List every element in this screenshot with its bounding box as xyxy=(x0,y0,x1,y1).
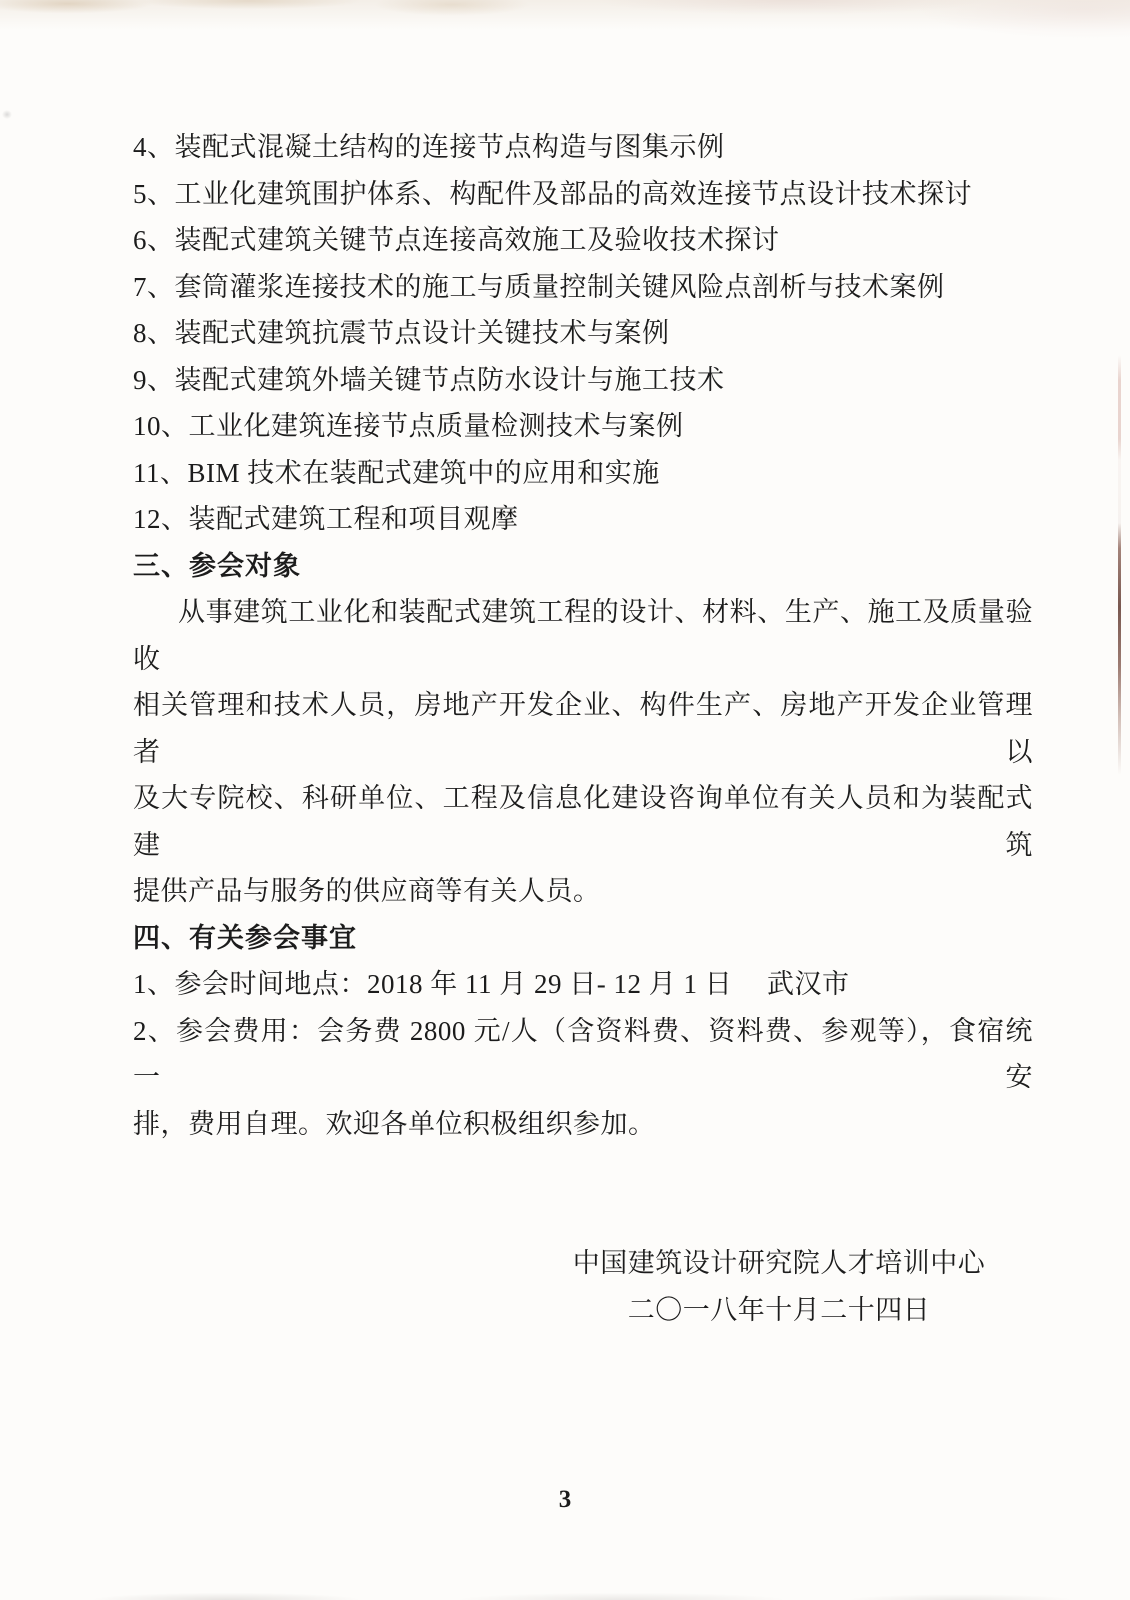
agenda-item-5: 5、工业化建筑围护体系、构配件及部品的高效连接节点设计技术探讨 xyxy=(133,178,972,209)
scan-artifact-left-dot xyxy=(2,110,12,119)
agenda-item-11: 11、BIM 技术在装配式建筑中的应用和实施 xyxy=(133,457,660,488)
agenda-item-6: 6、装配式建筑关键节点连接高效施工及验收技术探讨 xyxy=(133,225,780,255)
scan-artifact-right-edge-line xyxy=(1118,355,1121,775)
section-heading-attendees: 三、参会对象 xyxy=(133,550,301,581)
attendees-paragraph-line: 及大专院校、科研单位、工程及信息化建设咨询单位有关人员和为装配式建筑 xyxy=(133,783,1033,860)
blank-line xyxy=(133,1147,1033,1194)
matters-item-time-place: 1、参会时间地点：2018 年 11 月 29 日- 12 月 1 日 武汉市 xyxy=(133,969,850,999)
agenda-item-7: 7、套筒灌浆连接技术的施工与质量控制关键风险点剖析与技术案例 xyxy=(133,271,945,302)
signature-organization: 中国建筑设计研究院人才培训中心 xyxy=(572,1248,986,1278)
agenda-item-9: 9、装配式建筑外墙关键节点防水设计与施工技术 xyxy=(133,364,725,395)
attendees-paragraph-line: 相关管理和技术人员，房地产开发企业、构件生产、房地产开发企业管理者以 xyxy=(133,690,1033,767)
agenda-item-4: 4、装配式混凝土结构的连接节点构造与图集示例 xyxy=(133,132,725,162)
scan-artifact-top-smudge xyxy=(0,0,1130,46)
matters-item-fee-line: 2、参会费用：会务费 2800 元/人（含资料费、资料费、参观等），食宿统一安 xyxy=(133,1015,1033,1092)
scan-artifact-bottom-smudge xyxy=(0,1584,1130,1600)
section-heading-matters: 四、有关参会事宜 xyxy=(133,922,357,953)
blank-line xyxy=(133,1194,1033,1241)
document-body xyxy=(133,124,1033,1333)
agenda-item-10: 10、工业化建筑连接节点质量检测技术与案例 xyxy=(133,411,684,441)
agenda-item-12: 12、装配式建筑工程和项目观摩 xyxy=(133,504,519,534)
matters-item-fee-line: 排，费用自理。欢迎各单位积极组织参加。 xyxy=(133,1108,656,1139)
attendees-paragraph-line: 提供产品与服务的供应商等有关人员。 xyxy=(133,876,601,906)
page-number: 3 xyxy=(558,1486,572,1513)
agenda-item-8: 8、装配式建筑抗震节点设计关键技术与案例 xyxy=(133,318,670,348)
attendees-paragraph-line: 从事建筑工业化和装配式建筑工程的设计、材料、生产、施工及质量验收 xyxy=(133,597,1033,674)
signature-date: 二〇一八年十月二十四日 xyxy=(627,1294,931,1325)
